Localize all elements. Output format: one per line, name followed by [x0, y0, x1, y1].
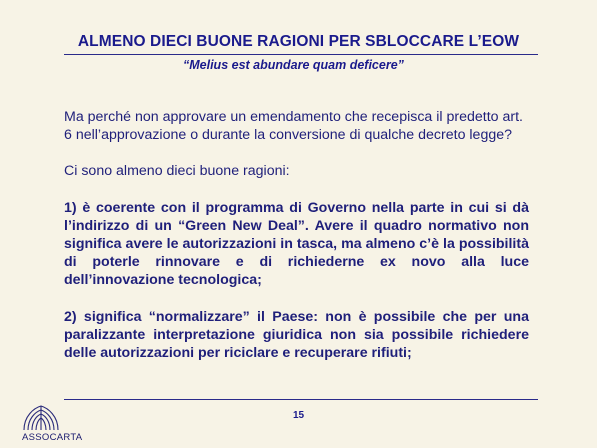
- title-divider: [64, 54, 538, 55]
- slide-subtitle: “Melius est abundare quam deficere”: [183, 58, 404, 72]
- footer-divider: [64, 399, 538, 400]
- page-number: 15: [292, 410, 305, 421]
- reason-2-paragraph: 2) significa “normalizzare” il Paese: non è possibile che per una paralizzante interpretazione giuridica non sia possibile richiedere delle autorizzazioni per riciclare e recuperare rifiuti;: [64, 308, 529, 362]
- slide-title: ALMENO DIECI BUONE RAGIONI PER SBLOCCARE L’EOW: [77, 33, 520, 50]
- slide-body: [64, 108, 529, 362]
- lead-paragraph: Ci sono almeno dieci buone ragioni:: [64, 163, 290, 180]
- intro-paragraph: Ma perché non approvare un emendamento che recepisca il predetto art. 6 nell’approvazione o durante la conversione di qualche decreto legge?: [64, 109, 524, 144]
- logo-mark: [16, 402, 66, 432]
- reason-1-paragraph: 1) è coerente con il programma di Governo nella parte in cui si dà l’indirizzo di un “Green New Deal”. Avere il quadro normativo non significa avere le autorizzazioni in tasca, ma almeno c’è la possibilità di poterle rinnovare e di richiederne ex novo alla luce dell’innovazione tecnologica;: [64, 199, 529, 289]
- logo-text: ASSOCARTA: [22, 432, 83, 443]
